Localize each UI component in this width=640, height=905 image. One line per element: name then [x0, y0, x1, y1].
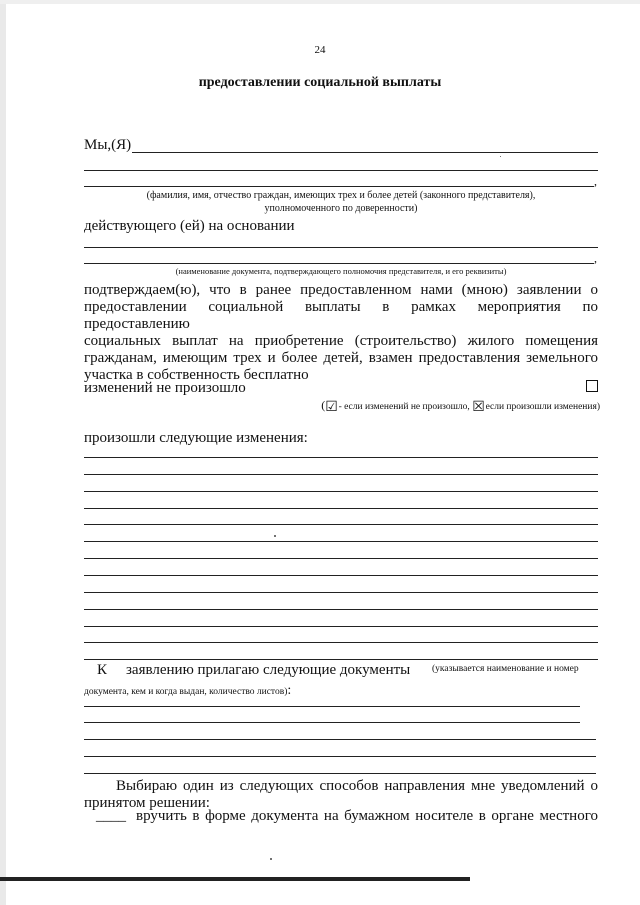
intro-label: Мы,(Я) [84, 137, 132, 153]
no-changes-label: изменений не произошло [84, 380, 246, 396]
scan-speck [500, 156, 501, 157]
doc-caption: (наименование документа, подтверждающего полномочия представителя, и его реквизиты) [175, 266, 507, 276]
legend-crossed-text: если произошли изменения) [483, 402, 600, 412]
fio-caption-line-1: (фамилия, имя, отчество граждан, имеющих трех и более детей (законного представителя), [146, 190, 536, 201]
changes-line-12[interactable] [84, 642, 598, 643]
basis-comma: , [594, 251, 597, 265]
acting-label: действующего (ей) на основании [84, 218, 295, 234]
changes-line-5[interactable] [84, 524, 598, 525]
confirm-line-4: гражданам, имеющим трех и более детей, взамен предоставления земельного [84, 350, 598, 366]
crossed-box-icon: ☒ [472, 400, 485, 415]
notify-paragraph [84, 778, 598, 812]
scan-bottom-edge [0, 877, 470, 881]
fio-field-line-1[interactable] [132, 152, 598, 153]
attach-k: К [97, 662, 108, 678]
changes-line-3[interactable] [84, 491, 598, 492]
checkbox-legend [286, 398, 600, 413]
attach-note-2: документа, кем и когда выдан, количество листов) [84, 687, 288, 697]
changes-line-4[interactable] [84, 508, 598, 509]
attach-line-1[interactable] [84, 706, 580, 707]
scan-edge-top [0, 0, 640, 4]
changes-line-1[interactable] [84, 457, 598, 458]
notify-line-2: принятом решении: [84, 795, 210, 811]
legend-open: ( [321, 398, 326, 412]
attach-line-4[interactable] [84, 756, 596, 757]
attach-line-3[interactable] [84, 739, 596, 740]
delivery-option-1 [96, 808, 598, 825]
changes-label: произошли следующие изменения: [84, 430, 308, 446]
confirm-line-1: подтверждаем(ю), что в ранее предоставленном нами (мною) заявлении о [84, 282, 598, 298]
attach-line-5[interactable] [84, 773, 596, 774]
attach-colon: : [287, 683, 292, 698]
option-1-text: вручить в форме документа на бумажном носителе в органе местного [136, 808, 598, 824]
changes-line-13[interactable] [84, 659, 598, 660]
fio-field-line-3[interactable] [84, 186, 594, 187]
basis-field-line-2[interactable] [84, 263, 594, 264]
scan-speck [270, 858, 272, 860]
changes-line-7[interactable] [84, 558, 598, 559]
changes-line-8[interactable] [84, 575, 598, 576]
option-1-blank[interactable]: ____ [96, 808, 126, 824]
attach-line-2[interactable] [84, 722, 580, 723]
attach-note-line-2 [84, 683, 291, 699]
checked-box-icon: ☑ [325, 400, 338, 415]
fio-caption-line-2: уполномоченного по доверенности) [264, 203, 418, 214]
scan-edge-left [0, 0, 6, 905]
fio-field-line-2[interactable] [84, 170, 598, 171]
confirm-paragraph [84, 282, 598, 384]
no-changes-checkbox[interactable] [586, 380, 598, 392]
confirm-line-5: участка в собственность бесплатно [84, 367, 309, 383]
document-heading: предоставлении социальной выплаты [198, 75, 442, 90]
confirm-line-2: предоставлении социальной выплаты в рамках мероприятия по предоставлению [84, 299, 598, 332]
page-number: 24 [314, 44, 326, 56]
scan-speck [274, 535, 276, 537]
attach-main-text: заявлению прилагаю следующие документы [126, 662, 411, 678]
fio-caption [84, 189, 598, 215]
attach-note-1: (указывается наименование и номер [432, 664, 579, 674]
basis-field-line-1[interactable] [84, 247, 598, 248]
changes-line-2[interactable] [84, 474, 598, 475]
legend-checked-text: - если изменений не произошло, [336, 402, 473, 412]
notify-line-1: Выбираю один из следующих способов направления мне уведомлений о [116, 778, 598, 794]
changes-line-9[interactable] [84, 592, 598, 593]
changes-line-6[interactable] [84, 541, 598, 542]
changes-line-11[interactable] [84, 626, 598, 627]
confirm-line-3: социальных выплат на приобретение (строительство) жилого помещения [84, 333, 598, 349]
fio-comma: , [594, 174, 597, 188]
changes-line-10[interactable] [84, 609, 598, 610]
